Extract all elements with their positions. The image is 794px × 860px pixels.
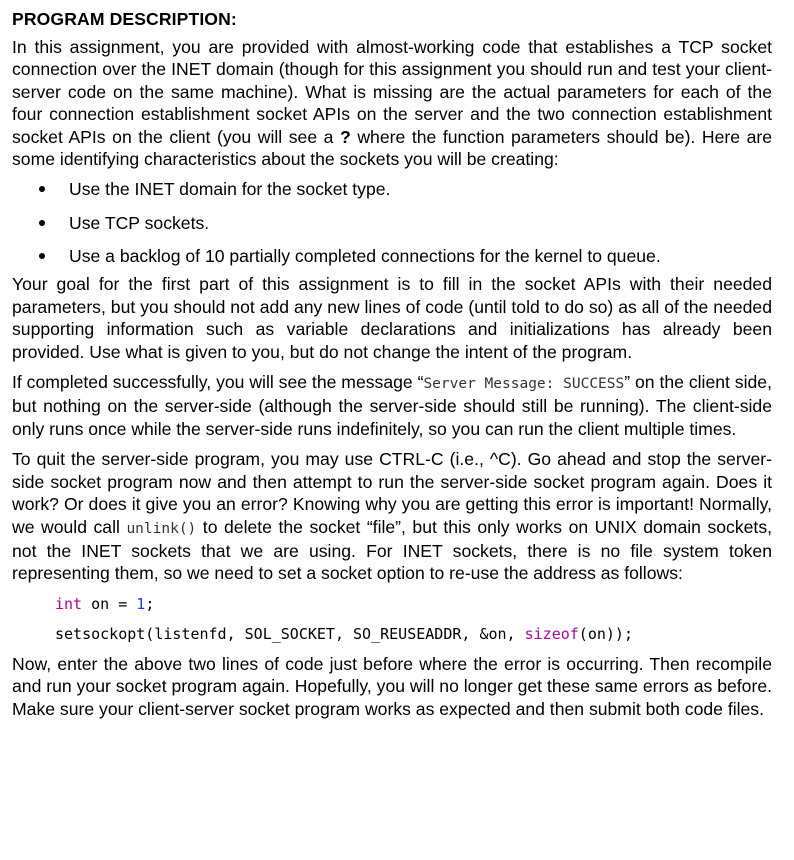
- code-line-1: [55, 593, 772, 615]
- server-message-code: Server Message: SUCCESS: [423, 376, 625, 393]
- success-text-end: ” on the client side, but nothing on the server-side (although the server-side should still be running). The client-side only runs once while the server-side runs indefinitely, so you can run the client multiple times.: [12, 372, 772, 439]
- list-item: [12, 212, 772, 234]
- quit-text-end: to delete the socket “file”, but this only works on UNIX domain sockets, not the INET sockets that we are using. For INET sockets, there is no file system token representing them, so we need to set a socket option to re-use the address as follows:: [12, 516, 772, 584]
- code-text: (on));: [578, 624, 633, 643]
- bullet-icon: [39, 186, 45, 192]
- code-keyword-sizeof: sizeof: [524, 624, 579, 643]
- list-item: [12, 245, 772, 267]
- list-item-text: Use the INET domain for the socket type.: [69, 179, 391, 200]
- question-mark-bold: ?: [340, 126, 351, 147]
- quit-paragraph: [12, 448, 772, 584]
- intro-paragraph: [12, 36, 772, 170]
- code-snippet: [12, 593, 772, 645]
- list-item-text: Use TCP sockets.: [69, 212, 210, 233]
- code-text: ;: [145, 594, 155, 613]
- unlink-code: unlink(): [126, 520, 197, 537]
- code-line-2: [55, 623, 772, 645]
- intro-text-end: where the function parameters should be). Here are some identifying characteristics about the sockets you will be creating:: [12, 126, 773, 170]
- bullet-icon: [39, 253, 45, 259]
- code-text: on =: [82, 594, 137, 613]
- goal-paragraph: Your goal for the first part of this assignment is to fill in the socket APIs with their needed parameters, but you should not add any new lines of code (until told to do so) as all of the needed supporting information such as variable declarations and initializations has already been provided. Use what is given to you, but do not change the intent of the program.: [12, 274, 772, 362]
- list-item: [12, 178, 772, 200]
- bullet-icon: [39, 220, 45, 226]
- code-text: setsockopt(listenfd, SOL_SOCKET, SO_REUSEADDR, &on,: [55, 624, 525, 643]
- success-text-start: If completed successfully, you will see the message “: [12, 372, 424, 393]
- requirements-list: [12, 178, 772, 267]
- code-keyword-int: int: [55, 594, 83, 613]
- final-paragraph: Now, enter the above two lines of code just before where the error is occurring. Then recompile and run your socket program again. Hopefully, you will no longer get these same errors as before. Make sure your client-server socket program works as expected and then submit both code files.: [12, 653, 772, 719]
- intro-text-start: In this assignment, you are provided with almost-working code that establishes a TCP socket connection over the INET domain (though for this assignment you should run and test your client-server code on the same machine). What is missing are the actual parameters for each of the four connection establishment socket APIs on the server and the two connection establishment socket APIs on the client (you will see a: [12, 37, 772, 147]
- list-item-text: Use a backlog of 10 partially completed connections for the kernel to queue.: [69, 246, 661, 267]
- success-paragraph: [12, 371, 772, 440]
- quit-text-start: To quit the server-side program, you may use CTRL-C (i.e., ^C). Go ahead and stop the server-side socket program now and then attempt to run the server-side socket program again. Does it work? Or does it give you an error? Knowing why you are getting this error is important! Normally, we would call: [12, 449, 772, 537]
- code-number: 1: [136, 594, 146, 613]
- section-heading: PROGRAM DESCRIPTION:: [12, 9, 237, 29]
